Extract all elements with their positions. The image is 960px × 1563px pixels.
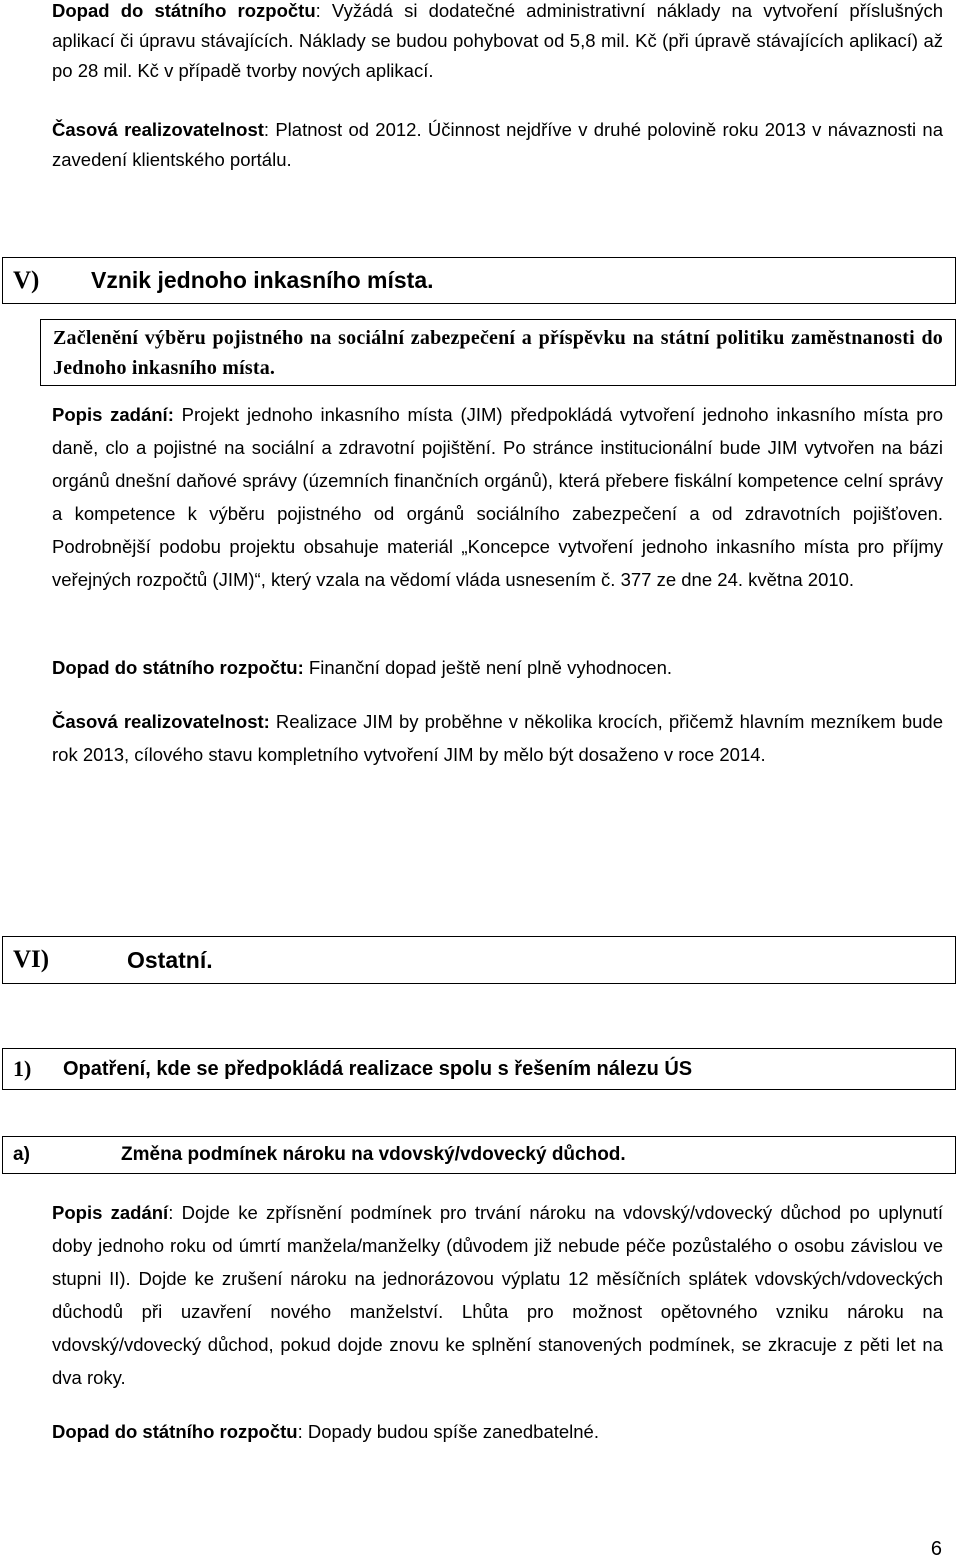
section-v-subtitle: Začlenění výběru pojistného na sociální zabezpečení a příspěvku na státní politiku zaměstnanosti do Jednoho inkasního místa. <box>53 327 943 379</box>
section-v-title: Vznik jednoho inkasního místa. <box>91 267 434 293</box>
paragraph-widow-description <box>52 1196 943 1394</box>
text-description-a: : Dojde ke zpřísnění podmínek pro trvání nároku na vdovský/vdovecký důchod po uplynutí doby jednoho roku od úmrtí manžela/manželky (důvodem již nebude péče pozůstalého o osobu závislou ve stupni II). Dojde ke zrušení nároku na jednorázovou výplatu 12 měsíčních splátek vdovských/vdoveckých důchodů při uzavření nového manželství. Lhůta pro možnost opětovného vzniku nároku na vdovský/vdovecký důchod, pokud dojde znovu ke splnění stanovených podmínek, se zkracuje z pěti let na dva roky. <box>52 1202 943 1388</box>
text-timing-jim: Realizace JIM by proběhne v několika krocích, přičemž hlavním mezníkem bude rok 2013, cílového stavu kompletního vytvoření JIM by mělo být dosaženo v roce 2014. <box>52 711 943 765</box>
section-vi-heading <box>2 936 956 984</box>
label-description-a: Popis zadání <box>52 1202 169 1223</box>
section-a-heading <box>2 1136 956 1174</box>
section-vi-number: VI) <box>13 946 50 973</box>
section-1-number: 1) <box>13 1056 32 1081</box>
section-v-number: V) <box>13 266 40 294</box>
paragraph-jim-description <box>52 398 943 596</box>
section-a-number: a) <box>13 1144 30 1165</box>
text-description: Projekt jednoho inkasního místa (JIM) předpokládá vytvoření jednoho inkasního místa pro daně, clo a pojistné na sociální a zdravotní pojištění. Po stránce institucionální bude JIM vytvořen na bázi orgánů dnešní daňové správy (územních finančních orgánů), která přebere fiskální kompetence celní správy a kompetence k výběru pojistného od orgánů sociálního zabezpečení a od zdravotních pojišťoven. Podrobnější podobu projektu obsahuje materiál „Koncepce vytvoření jednoho inkasního místa pro příjmy veřejných rozpočtů (JIM)“, který vzala na vědomí vláda usnesením č. 377 ze dne 24. května 2010. <box>52 404 943 590</box>
section-v-subtitle-box <box>40 319 956 386</box>
label-timing-jim: Časová realizovatelnost: <box>52 711 270 732</box>
label-impact-a: Dopad do státního rozpočtu <box>52 1421 298 1442</box>
label-timing: Časová realizovatelnost <box>52 119 264 140</box>
label-budget-impact: Dopad do státního rozpočtu <box>52 0 316 21</box>
text-impact-a: : Dopady budou spíše zanedbatelné. <box>297 1421 599 1442</box>
section-1-title: Opatření, kde se předpokládá realizace spolu s řešením nálezu ÚS <box>63 1057 693 1080</box>
section-v-heading <box>2 257 956 304</box>
section-vi-title: Ostatní. <box>127 946 213 973</box>
paragraph-jim-impact <box>52 651 943 684</box>
section-a-title: Změna podmínek nároku na vdovský/vdovecký důchod. <box>121 1144 626 1165</box>
paragraph-jim-timing <box>52 705 943 771</box>
section-1-heading <box>2 1048 956 1090</box>
text-timing: : Platnost od 2012. Účinnost nejdříve v druhé polovině roku 2013 v návaznosti na zavedení klientského portálu. <box>52 119 943 170</box>
page-number: 6 <box>930 1538 942 1560</box>
label-description: Popis zadání: <box>52 404 174 425</box>
text-budget-impact: : Vyžádá si dodatečné administrativní náklady na vytvoření příslušných aplikací či úpravu stávajících. Náklady se budou pohybovat od 5,8 mil. Kč (při úpravě stávajících aplikací) až po 28 mil. Kč v případě tvorby nových aplikací. <box>52 0 943 81</box>
label-impact: Dopad do státního rozpočtu: <box>52 657 304 678</box>
paragraph-timing-top <box>52 115 943 175</box>
paragraph-budget-impact-top <box>52 0 943 86</box>
paragraph-widow-impact <box>52 1415 943 1448</box>
text-impact: Finanční dopad ještě není plně vyhodnocen. <box>303 657 672 678</box>
